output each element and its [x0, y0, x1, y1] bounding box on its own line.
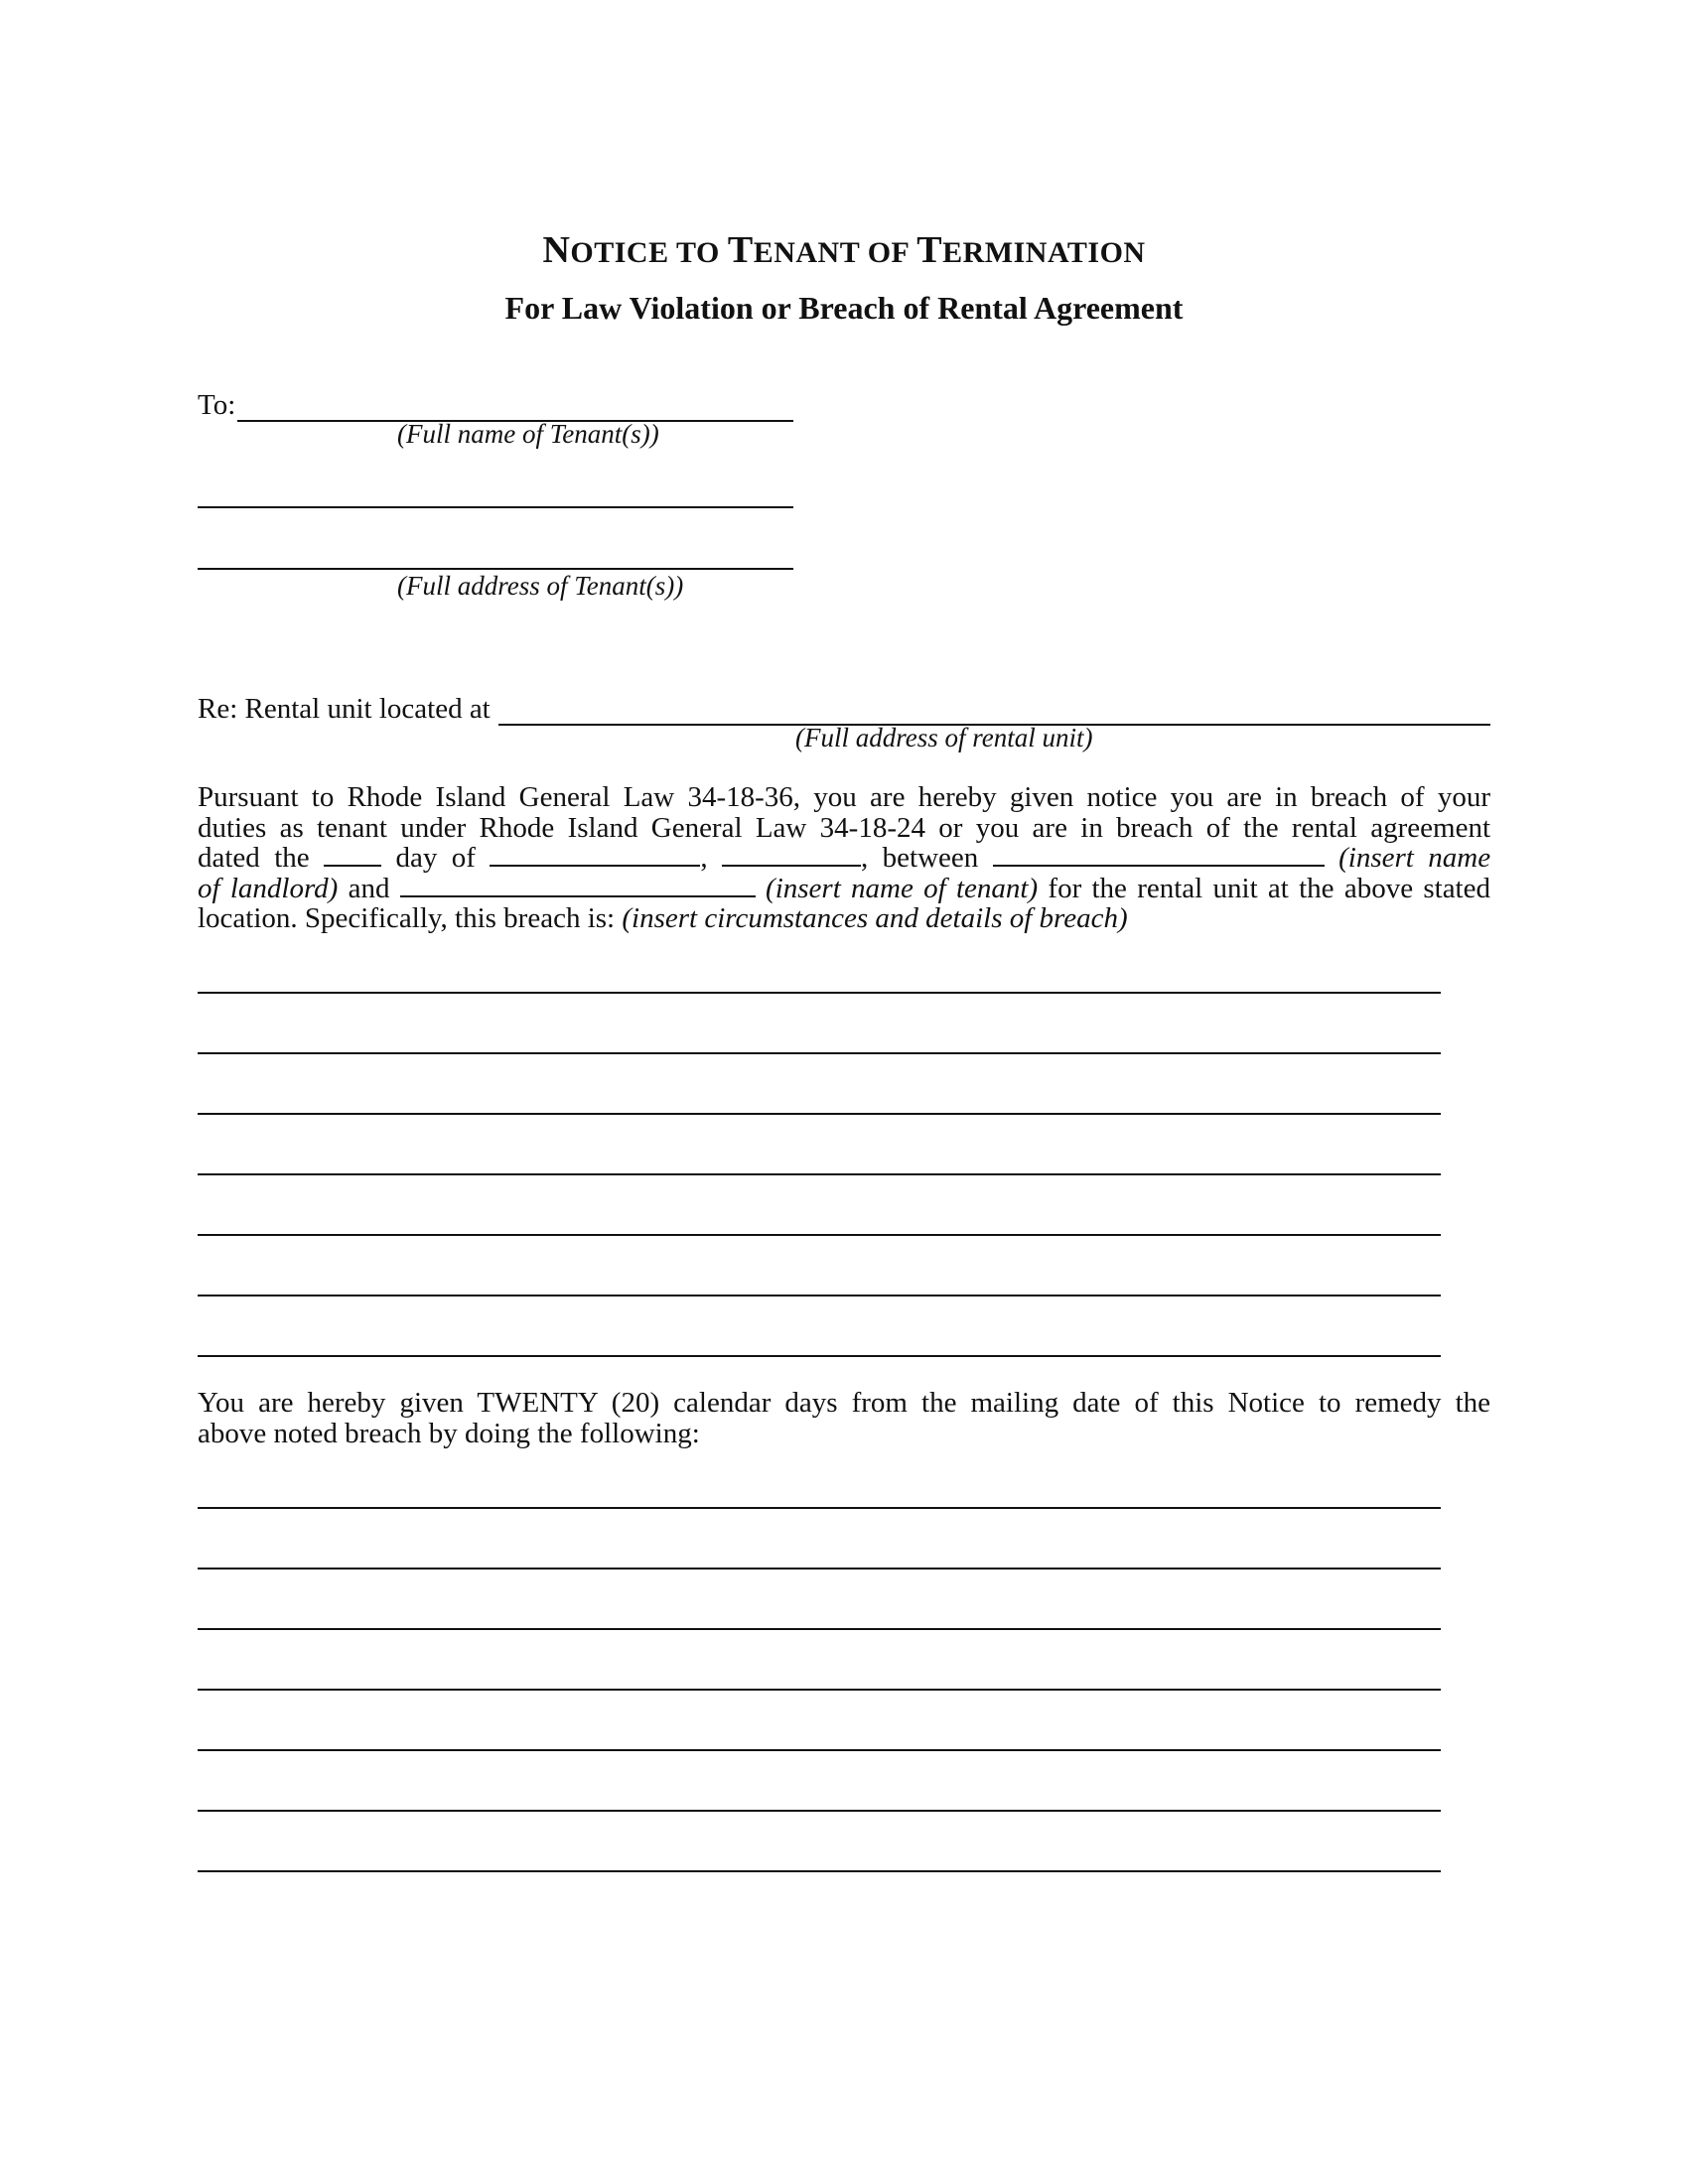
- remedy-line-blank-4[interactable]: [198, 1689, 1441, 1691]
- remedy-line-blank-2[interactable]: [198, 1568, 1441, 1570]
- to-field: [198, 389, 793, 422]
- tenant-name-blank-2[interactable]: [400, 874, 756, 897]
- landlord-name-blank[interactable]: [993, 843, 1325, 867]
- to-label: To:: [198, 389, 236, 421]
- breach-detail-line-7[interactable]: [198, 1355, 1441, 1357]
- remedy-line-blank-6[interactable]: [198, 1810, 1441, 1812]
- day-blank[interactable]: [324, 843, 381, 867]
- breach-paragraph: [198, 782, 1490, 934]
- month-blank[interactable]: [490, 843, 700, 867]
- document-title: NOTICE TO TENANT OF TERMINATION: [542, 229, 1146, 271]
- remedy-line-blank-7[interactable]: [198, 1870, 1441, 1872]
- document-subtitle: For Law Violation or Breach of Rental Agreement: [504, 290, 1184, 326]
- re-label: Re: Rental unit located at: [198, 693, 491, 725]
- remedy-line-blank-1[interactable]: [198, 1507, 1441, 1509]
- rental-unit-caption: (Full address of rental unit): [795, 723, 1093, 752]
- remedy-line-blank-5[interactable]: [198, 1749, 1441, 1751]
- rental-unit-field: [198, 693, 1490, 726]
- year-blank[interactable]: [722, 843, 861, 867]
- breach-line-1: Pursuant to Rhode Island General Law 34-18-36, you are hereby given notice you are in breach of your: [198, 781, 1490, 813]
- breach-detail-line-5[interactable]: [198, 1234, 1441, 1236]
- remedy-paragraph: [198, 1388, 1490, 1448]
- tenant-name-caption: (Full name of Tenant(s)): [397, 419, 659, 449]
- breach-detail-line-1[interactable]: [198, 992, 1441, 994]
- rental-unit-blank[interactable]: [498, 698, 1490, 726]
- tenant-address-line-1[interactable]: [198, 506, 793, 508]
- breach-line-3: dated the day of , , between (insert name: [198, 842, 1491, 874]
- breach-detail-line-6[interactable]: [198, 1295, 1441, 1297]
- breach-detail-line-3[interactable]: [198, 1113, 1441, 1115]
- breach-line-2: duties as tenant under Rhode Island General Law 34-18-24 or you are in breach of the rental agreement: [198, 811, 1490, 844]
- remedy-line-blank-3[interactable]: [198, 1628, 1441, 1630]
- breach-line-4: of landlord) and (insert name of tenant) for the rental unit at the above stated: [198, 872, 1490, 904]
- breach-detail-line-2[interactable]: [198, 1052, 1441, 1054]
- remedy-line-2: above noted breach by doing the following:: [198, 1417, 700, 1449]
- tenant-address-caption: (Full address of Tenant(s)): [397, 571, 684, 601]
- tenant-address-line-2[interactable]: [198, 568, 793, 570]
- tenant-name-blank[interactable]: [237, 394, 793, 422]
- breach-line-5: location. Specifically, this breach is: (insert circumstances and details of breach): [198, 902, 1128, 934]
- remedy-line-1: You are hereby given TWENTY (20) calendar days from the mailing date of this Notice to remedy the: [198, 1387, 1490, 1419]
- breach-detail-line-4[interactable]: [198, 1173, 1441, 1175]
